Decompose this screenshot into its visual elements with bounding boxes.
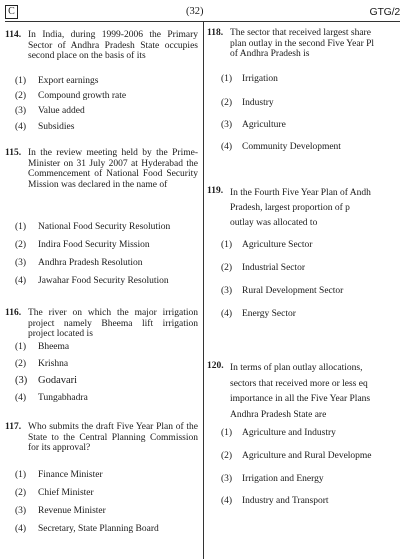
question-text: The sector that received largest share plan outlay in the second Five Year Pl of Andhra Pradesh is (230, 28, 375, 59)
question-number: 119. (207, 186, 224, 196)
question-120: 120. In terms of plan outlay allocations, sectors that received more or less eq importance in all the Five Year Plans Andhra Pradesh State are (1) Agriculture and Industry (2) Agriculture and Rural Developme (3) Irrigation and Energy (4) Industry and Transport (207, 361, 400, 541)
question-number: 115. (5, 148, 22, 158)
question-number: 117. (5, 422, 22, 432)
question-number: 118. (207, 28, 224, 38)
question-number: 120. (207, 361, 224, 371)
question-115: 115. In the review meeting held by the Prime-Minister on 31 July 2007 at Hyderabad the Commencement of National Food Security Mission was declared in the name of (1) National Food Security Resolution (2) Indira Food Security Mission (3) Andhra Pradesh Resolution (4) Jawahar Food Security Resolution (5, 148, 198, 286)
question-text: In India, during 1999-2006 the Primary Sector of Andhra Pradesh State occupies second place on the basis of its (28, 30, 198, 61)
question-text: In the Fourth Five Year Plan of Andh Pradesh, largest proportion of p outlay was allocated to (230, 188, 371, 228)
question-number: 116. (5, 308, 22, 318)
right-column (207, 22, 400, 559)
question-117: 117. Who submits the draft Five Year Plan of the State to the Central Planning Commission for its approval? (1) Finance Minister (2) Chief Minister (3) Revenue Minister (4) Secretary, State Planning Board (5, 422, 198, 534)
question-text: Who submits the draft Five Year Plan of the State to the Central Planning Commission for its approval? (28, 422, 198, 453)
column-divider (203, 21, 204, 559)
left-column (5, 22, 200, 559)
question-number: 114. (5, 30, 22, 40)
question-text: In the review meeting held by the Prime-Minister on 31 July 2007 at Hyderabad the Commencement of National Food Security Mission was declared in the name of (28, 148, 198, 190)
question-116: 116. The river on which the major irrigation project namely Bheema lift irrigation project located is (1) Bheema (2) Krishna (3) Godavari (4) Tungabhadra (5, 308, 198, 403)
paper-code: GTG/2 (369, 6, 400, 18)
question-119: 119. In the Fourth Five Year Plan of Andh Pradesh, largest proportion of p outlay was allocated to (1) Agriculture Sector (2) Industrial Sector (3) Rural Development Sector (4) Energy Sector (207, 186, 400, 336)
question-114: 114. In India, during 1999-2006 the Primary Sector of Andhra Pradesh State occupies second place on the basis of its (1) Export earnings (2) Compound growth rate (3) Value added (4) Subsidies (5, 30, 198, 132)
question-text: In terms of plan outlay allocations, sectors that received more or less eq importance in all the Five Year Plans Andhra Pradesh State are (230, 363, 371, 420)
question-118: 118. The sector that received largest share plan outlay in the second Five Year Pl of Andhra Pradesh is (1) Irrigation (2) Industry (3) Agriculture (4) Community Development (207, 28, 400, 153)
page-number: (32) (186, 6, 204, 17)
question-text: The river on which the major irrigation project namely Bheema lift irrigation project located is (28, 308, 198, 339)
booklet-series-box: C (5, 5, 18, 19)
